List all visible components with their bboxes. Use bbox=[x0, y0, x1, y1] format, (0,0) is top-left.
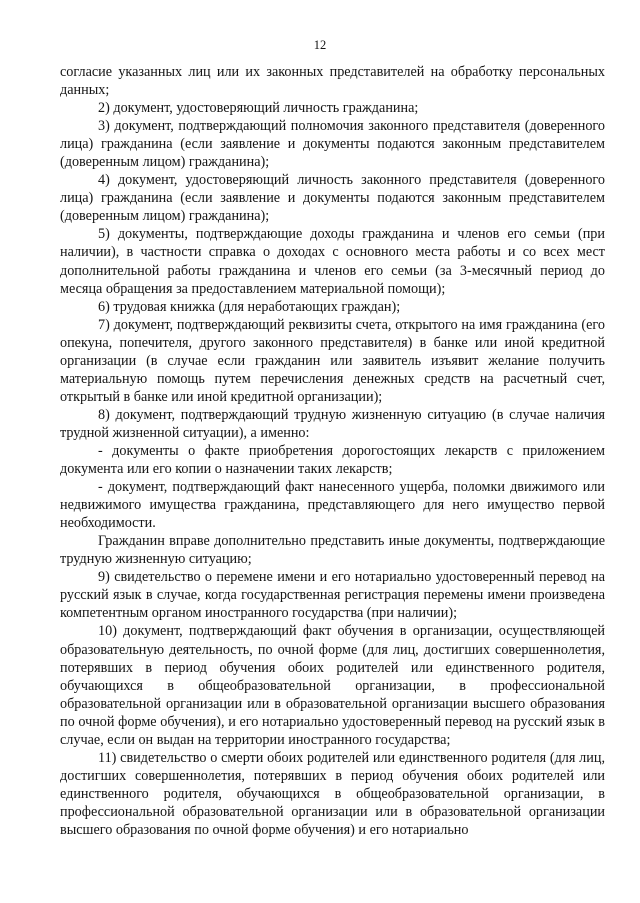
paragraph-item-10: 10) документ, подтверждающий факт обучения в организации, осуществляющей образовательную деятельность, по очной форме (для лиц, достигших совершеннолетия, потерявших в период обучения обоих родителей или единственного родителя, обучающихся в общеобразовательной организации, в профессиональной образовательной организации или в образовательной организации высшего образования по очной форме обучения), и его нотариально удостоверенный перевод на русский язык в случае, если он выдан на территории иностранного государства; bbox=[60, 623, 605, 748]
paragraph-item-9: 9) свидетельство о перемене имени и его нотариально удостоверенный перевод на русский язык в случае, когда государственная регистрация перемены имени произведена компетентным органом иностранного государства (при наличии); bbox=[60, 569, 605, 622]
paragraph-item-6: 6) трудовая книжка (для неработающих граждан); bbox=[98, 298, 401, 315]
paragraph-consent-continuation: согласие указанных лиц или их законных представителей на обработку персональных данных; bbox=[60, 64, 605, 99]
paragraph-item-8-medicines: - документы о факте приобретения дорогостоящих лекарств с приложением документа или его копии о назначении таких лекарств; bbox=[60, 442, 605, 478]
paragraph-item-4: 4) документ, удостоверяющий личность законного представителя (доверенного лица) гражданина (если заявление и документы подаются законным представителем (доверенным лицом) гражданина); bbox=[60, 172, 605, 225]
paragraph-item-3: 3) документ, подтверждающий полномочия законного представителя (доверенного лица) гражданина (если заявление и документы подаются законным представителем (доверенным лицом) гражданина); bbox=[60, 118, 605, 171]
page-number: 12 bbox=[313, 38, 327, 52]
paragraph-item-8: 8) документ, подтверждающий трудную жизненную ситуацию (в случае наличия трудной жизненной ситуации), а именно: bbox=[60, 406, 605, 441]
paragraph-additional-documents: Гражданин вправе дополнительно представить иные документы, подтверждающие трудную жизненную ситуацию; bbox=[60, 533, 605, 568]
paragraph-item-11: 11) свидетельство о смерти обоих родителей или единственного родителя (для лиц, достигших совершеннолетия, потерявших в период обучения обоих родителей или единственного родителя, обучающихся в общеобразовательной организации, в профессиональной образовательной организации или в образовательной организации высшего образования по очной форме обучения) и его нотариально bbox=[60, 749, 605, 838]
paragraph-item-2: 2) документ, удостоверяющий личность гражданина; bbox=[98, 100, 419, 117]
paragraph-item-5: 5) документы, подтверждающие доходы гражданина и членов его семьи (при наличии), в частности справка о доходах с основного места работы и со всех мест дополнительной работы гражданина и членов его семьи (за 3-месячный период до месяца обращения за предоставлением материальной помощи); bbox=[60, 226, 605, 297]
document-body bbox=[60, 63, 605, 839]
paragraph-item-8-damage: - документ, подтверждающий факт нанесенного ущерба, поломки движимого или недвижимого имущества гражданина, представляющего для него имущество первой необходимости. bbox=[60, 479, 605, 532]
paragraph-item-7: 7) документ, подтверждающий реквизиты счета, открытого на имя гражданина (его опекуна, попечителя, другого законного представителя) в банке или иной кредитной организации (в случае если гражданин или заявитель изъявит желание получить материальную помощь путем перечисления денежных средств на расчетный счет, открытый в банке или иной кредитной организации); bbox=[60, 316, 605, 405]
